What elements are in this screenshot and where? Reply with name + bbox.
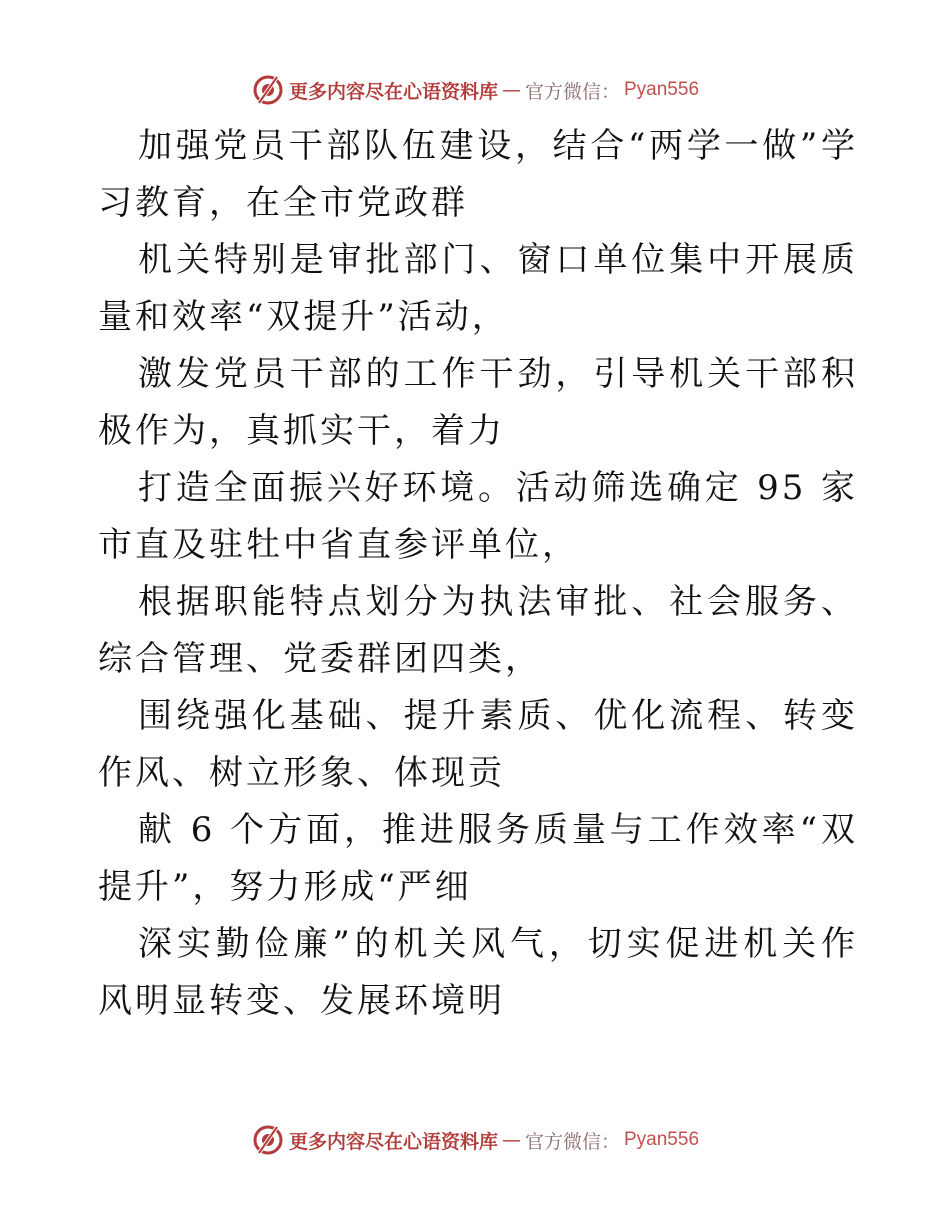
quill-pen-logo-icon: [251, 1123, 285, 1157]
paragraph: 献 6 个方面，推进服务质量与工作效率“双提升”，努力形成“严细: [98, 810, 858, 907]
quill-pen-logo-icon: [251, 73, 285, 107]
document-body: [98, 118, 858, 1030]
banner-separator: —: [501, 1129, 521, 1151]
paragraph: 加强党员干部队伍建设，结合“两学一做”学习教育，在全市党政群: [98, 126, 858, 223]
banner-wechat-id: Pyan556: [624, 79, 700, 100]
paragraph: 机关特别是审批部门、窗口单位集中开展质量和效率“双提升”活动，: [98, 240, 858, 337]
paragraph: 深实勤俭廉”的机关风气，切实促进机关作风明显转变、发展环境明: [98, 924, 858, 1021]
header-banner: [0, 70, 950, 110]
banner-wechat-label: 官方微信：: [524, 80, 620, 103]
banner-wechat-id: Pyan556: [624, 1129, 700, 1150]
paragraph: 根据职能特点划分为执法审批、社会服务、综合管理、党委群团四类，: [98, 582, 858, 679]
banner-wechat-label: 官方微信：: [524, 1130, 620, 1153]
paragraph: 打造全面振兴好环境。活动筛选确定 95 家市直及驻牡中省直参评单位，: [98, 468, 858, 565]
banner-site-name: 更多内容尽在心语资料库: [288, 80, 498, 103]
paragraph: 激发党员干部的工作干劲，引导机关干部积极作为，真抓实干，着力: [98, 354, 858, 451]
banner-separator: —: [501, 79, 521, 101]
footer-banner: [0, 1120, 950, 1160]
banner-site-name: 更多内容尽在心语资料库: [288, 1130, 498, 1153]
paragraph: 围绕强化基础、提升素质、优化流程、转变作风、树立形象、体现贡: [98, 696, 858, 793]
